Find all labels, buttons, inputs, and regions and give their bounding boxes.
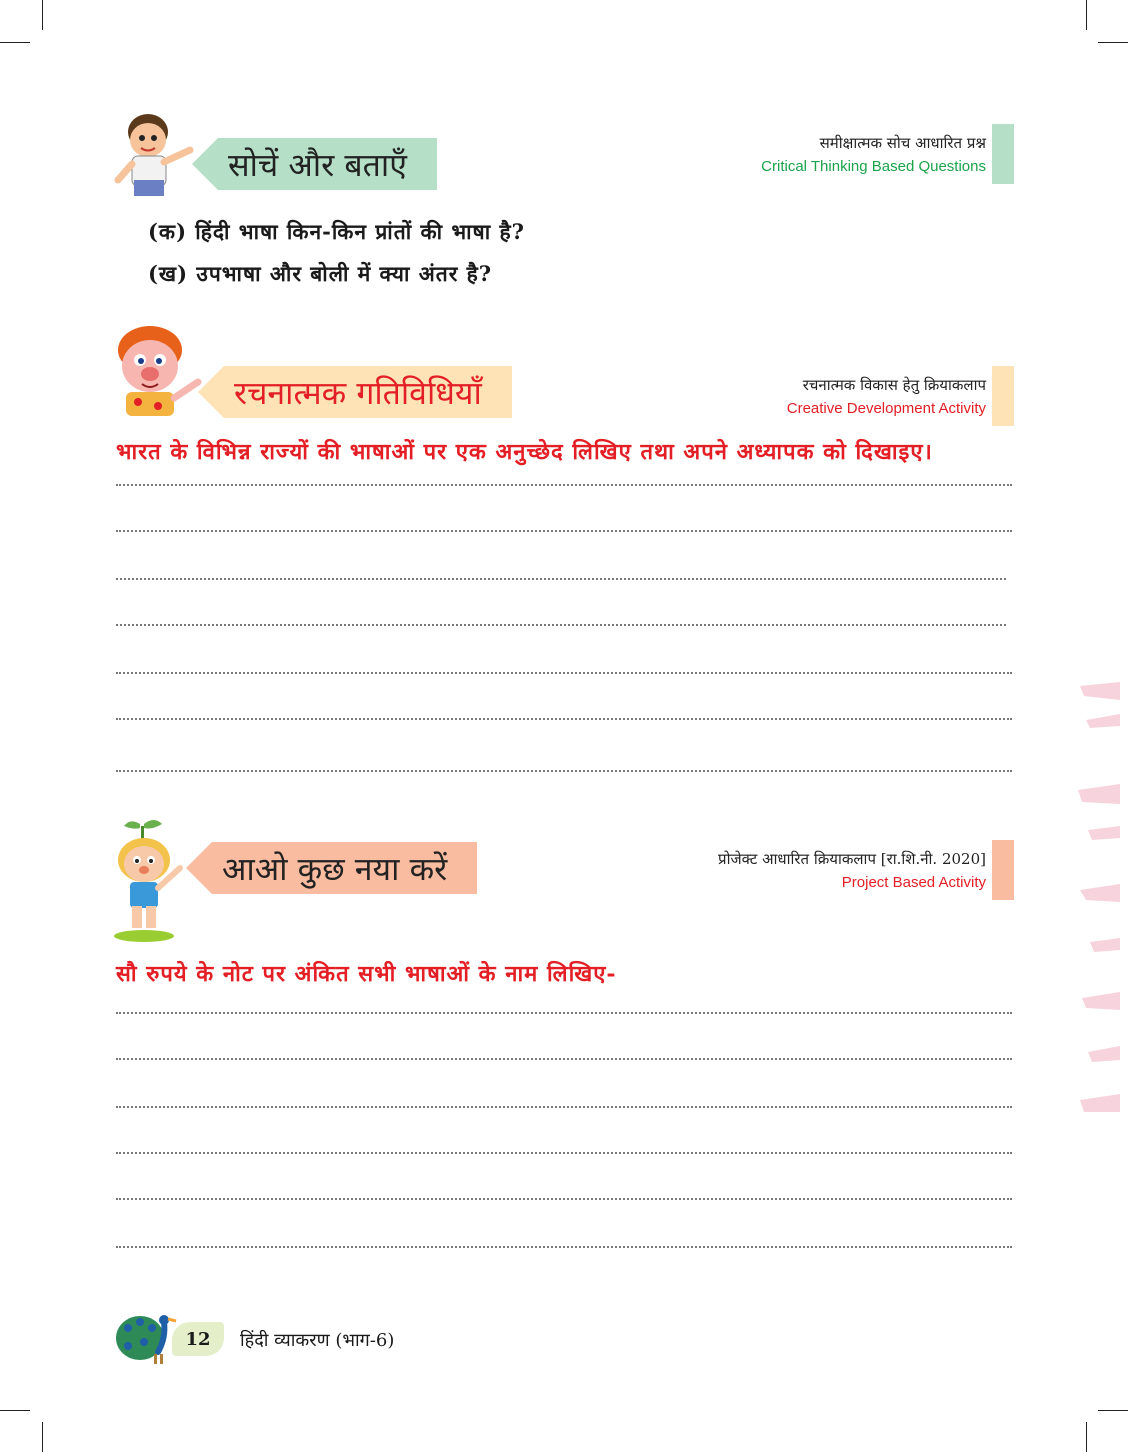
book-title: हिंदी व्याकरण (भाग-6)	[240, 1330, 395, 1351]
section-meta-critical-thinking	[761, 131, 986, 179]
writing-line[interactable]	[116, 1246, 1012, 1248]
crop-mark	[1098, 42, 1128, 43]
writing-line[interactable]	[116, 1058, 1012, 1060]
section-meta-project	[718, 847, 986, 895]
meta-accent-bar	[992, 124, 1014, 184]
peacock-icon	[114, 1308, 180, 1366]
writing-line[interactable]	[116, 530, 1012, 532]
meta-hindi: समीक्षात्मक सोच आधारित प्रश्न	[819, 134, 986, 152]
writing-line[interactable]	[116, 484, 1012, 486]
writing-line[interactable]	[116, 578, 1006, 580]
activity-prompt: भारत के विभिन्न राज्यों की भाषाओं पर एक अनुच्छेद लिखिए तथा अपने अध्यापक को दिखाइए।	[116, 439, 933, 465]
crop-mark	[42, 0, 43, 30]
project-prompt: सौ रुपये के नोट पर अंकित सभी भाषाओं के नाम लिखिए-	[116, 961, 617, 987]
girl-waving-icon	[108, 322, 208, 416]
meta-accent-bar	[992, 366, 1014, 426]
meta-accent-bar	[992, 840, 1014, 900]
crop-mark	[42, 1422, 43, 1452]
crop-mark	[0, 1410, 30, 1411]
meta-hindi: प्रोजेक्ट आधारित क्रियाकलाप [रा.शि.नी. 2020]	[718, 850, 986, 868]
writing-line[interactable]	[116, 1106, 1012, 1108]
writing-line[interactable]	[116, 672, 1012, 674]
meta-english: Project Based Activity	[841, 874, 986, 891]
crop-mark	[1086, 1422, 1087, 1452]
section-meta-creative	[787, 373, 986, 421]
page-number: 12	[172, 1322, 224, 1356]
decorative-edge-strip	[1076, 680, 1122, 1120]
crop-mark	[0, 42, 30, 43]
writing-line[interactable]	[116, 624, 1006, 626]
writing-line[interactable]	[116, 1152, 1012, 1154]
section-title-project: आओ कुछ नया करें	[186, 842, 477, 894]
writing-line[interactable]	[116, 1198, 1012, 1200]
girl-with-plant-icon	[110, 816, 194, 944]
writing-line[interactable]	[116, 1012, 1012, 1014]
writing-line[interactable]	[116, 718, 1012, 720]
section-title-creative-activities: रचनात्मक गतिविधियाँ	[198, 366, 512, 418]
meta-hindi: रचनात्मक विकास हेतु क्रियाकलाप	[802, 376, 986, 394]
crop-mark	[1086, 0, 1087, 30]
question-item: (ख) उपभाषा और बोली में क्या अंतर है?	[148, 261, 493, 286]
meta-english: Creative Development Activity	[786, 400, 986, 417]
writing-line[interactable]	[116, 770, 1012, 772]
boy-pointing-icon	[108, 110, 198, 200]
question-item: (क) हिंदी भाषा किन-किन प्रांतों की भाषा है?	[148, 219, 525, 244]
meta-english: Critical Thinking Based Questions	[761, 158, 986, 175]
section-title-critical-thinking: सोचें और बताएँ	[192, 138, 437, 190]
crop-mark	[1098, 1410, 1128, 1411]
